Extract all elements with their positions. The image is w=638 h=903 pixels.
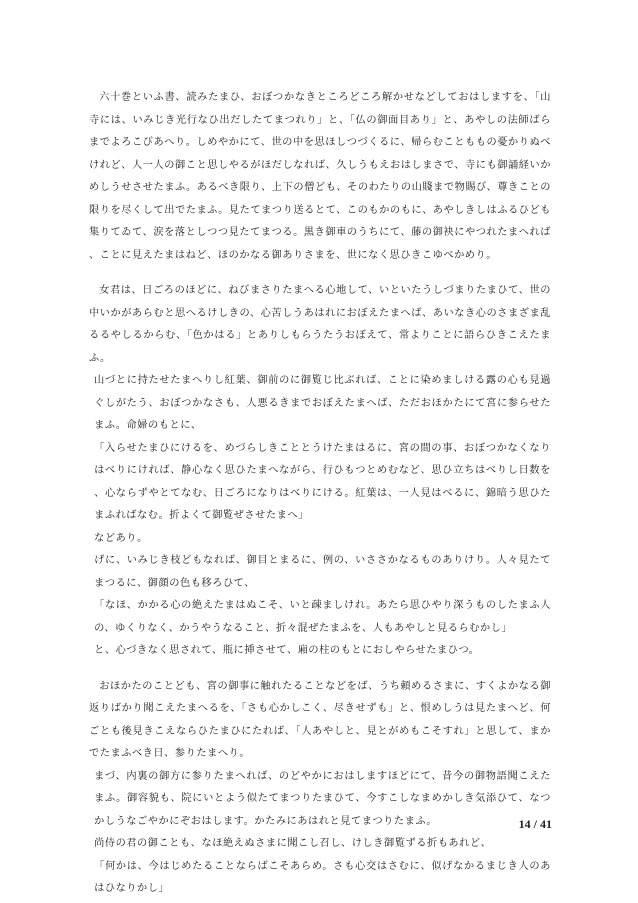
- paragraph-9: 尚侍の君の御ことも、なほ絶えぬさまに聞こし召し、けしき御覧ずる折もあれど、: [94, 838, 492, 849]
- paragraph-7: おほかたのことども、宮の御事に触れたることなどをば、うち頼めるさまに、すくよかなる御返りばかり聞こえたまへるを、「さも心かしこく、尽きせずも」と、恨めしうは見たまへど、何ごとも後見きこえならひたまひにたれば、「人あやしと、見とがめもこそすれ」と思して、まかでたまふべき日、参りたまへり。: [89, 680, 551, 759]
- paragraph-6: と、心づきなく思されて、瓶に挿させて、廂の柱のもとにおしやらせたまひつ。: [94, 645, 480, 656]
- section-gap: [89, 663, 551, 676]
- speech-quote-2: 「何かは、今はじめたることならばこそあらめ。さも心交はさむに、似げなかるまじき人のあはひなりかし」: [94, 860, 551, 894]
- page-number: 14 / 41: [518, 817, 552, 831]
- paragraph-1: 六十巻といふ書、読みたまひ、おぼつかなきところどころ解かせなどしておはしますを、「山寺には、いみじき光行なひ出だしたてまつれり」と、「仏の御面目あり」と、あやしの法師ばらまでよろこびあへり。しめやかにて、世の中を思ほしつづくるに、帰らむことももの憂かりぬべけれど、人一人の御こと思しやるがほだしなれば、久しうもえおはしまさで、寺にも御誦経いかめしうせさせたまふ。あるべき限り、上下の僧ども、そのわたりの山賤まで物賜び、尊きことの限りを尽くして出でたまふ。見たてまつり送るとて、このもかのもに、あやしきしはふるひども集りてゐて、涙を落としつつ見たてまつる。黒き御車のうちにて、藤の御袂にやつれたまへれば、ことに見えたまはねど、ほのかなる御ありさまを、世になく思ひきこゆべかめり。: [89, 92, 551, 261]
- body-text: [89, 87, 551, 901]
- paragraph-3: 山づとに持たせたまへりし紅葉、御前のに御覧じ比ぶれば、ことに染めましける露の心も見過ぐしがたう、おぼつかなさも、人悪るきまでおぼえたまへば、ただおほかたにて宮に参らせたまふ。命婦のもとに、: [94, 375, 551, 431]
- letter-quote-1: 「入らせたまひにけるを、めづらしきこととうけたまはるに、宮の間の事、おぼつかなくなりはべりにければ、静心なく思ひたまへながら、行ひもつとめむなど、思ひ立ちはべりし日数を、心ならずやとてなむ、日ごろになりはべりにける。紅葉は、一人見はべるに、錦暗う思ひたまふればなむ。折よくて御覧ぜさせたまへ」: [94, 442, 551, 521]
- paragraph-5: げに、いみじき枝どもなれば、御目とまるに、例の、いささかなるものありけり。人々見たてまつるに、御顔の色も移ろひて、: [94, 555, 551, 589]
- paragraph-2: 女君は、日ごろのほどに、ねびまさりたまへる心地して、いといたうしづまりたまひて、世の中いかがあらむと思へるけしきの、心苦しうあはれにおぼえたまへば、あいなき心のさまざま乱るるやしるからむ、「色かはる」とありしもらうたうおぼえて、常よりことに語らひきこえたまふ。: [89, 285, 551, 364]
- paragraph-4: などあり。: [94, 532, 148, 544]
- section-gap: [89, 267, 551, 280]
- paragraph-8: まづ、内裏の御方に参りたまへれば、のどやかにおはしますほどにて、昔今の御物語聞こえたまふ。御容貌も、院にいとよう似たてまつりたまひて、今すこしなまめかしき気添ひて、なつかしうなごやかにぞおはします。かたみにあはれと見てまつりたまふ。: [94, 770, 551, 827]
- speech-quote-1: 「なほ、かかる心の絶えたまはぬこそ、いと疎ましけれ。あたら思ひやり深うものしたまふ人の、ゆくりなく、かうやうなること、折々混ぜたまふを、人もあやしと見るらむかし」: [94, 600, 551, 634]
